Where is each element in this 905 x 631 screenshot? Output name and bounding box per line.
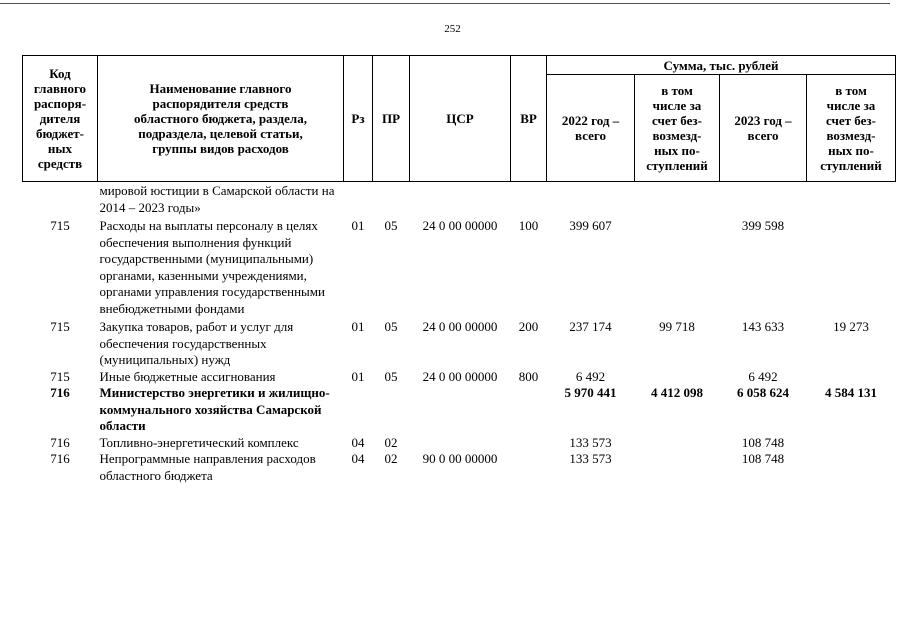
header-line: всего <box>575 128 606 143</box>
page-number: 252 <box>444 23 461 35</box>
cell-pr: 02 <box>384 434 398 450</box>
header-line: Код <box>49 66 71 81</box>
cell-pr <box>373 385 410 435</box>
header-line: ступлений <box>646 158 708 173</box>
header-line: возмезд- <box>826 128 876 143</box>
cell-2023-incl <box>807 435 896 452</box>
cell-csr <box>410 435 511 452</box>
header-sum: Сумма, тыс. рублей <box>547 56 896 75</box>
header-vr: ВР <box>511 56 547 182</box>
cell-code: 716 <box>50 434 70 450</box>
cell-2023-incl: 4 584 131 <box>825 385 877 400</box>
header-2022-incl-lines <box>637 83 717 173</box>
header-line: в том <box>661 83 693 98</box>
header-pr: ПР <box>373 56 410 182</box>
header-line: числе за <box>826 98 876 113</box>
header-2023-incl-lines <box>809 83 893 173</box>
header-line: всего <box>747 128 779 143</box>
cell-rz: 01 <box>351 319 365 334</box>
cell-code: 715 <box>50 218 70 233</box>
cell-2023-total: 6 492 <box>748 368 778 384</box>
table-row <box>23 385 896 435</box>
header-line: распоря- <box>33 96 87 111</box>
header-line: ступлений <box>820 158 882 173</box>
header-line: числе за <box>652 98 702 113</box>
header-line: бюджет- <box>35 126 84 141</box>
cell-name: Иные бюджетные ассигнования <box>99 368 276 384</box>
header-line: средств <box>37 156 83 171</box>
cell-csr: 24 0 00 00000 <box>422 218 498 233</box>
cell-2023-total: 108 748 <box>741 451 785 466</box>
header-line: областного бюджета, раздела, <box>134 111 307 126</box>
header-line: подраздела, целевой статьи, <box>138 126 303 141</box>
cell-2022-total: 399 607 <box>569 218 612 233</box>
cell-rz: 04 <box>351 434 365 450</box>
header-2022-total <box>547 75 635 182</box>
header-line: Наименование главного <box>149 81 292 96</box>
cell-vr: 200 <box>518 319 539 334</box>
cell-pr <box>373 182 410 217</box>
cell-csr: 24 0 00 00000 <box>422 319 498 334</box>
cell-vr <box>511 451 547 484</box>
cell-rz: 04 <box>351 451 365 466</box>
cell-code <box>23 182 98 217</box>
cell-2023-total: 6 058 624 <box>737 385 789 400</box>
cell-csr: 90 0 00 00000 <box>422 451 498 466</box>
cell-pr: 02 <box>384 451 398 466</box>
header-line: в том <box>835 83 867 98</box>
table-row <box>23 216 896 317</box>
table-header <box>23 56 896 182</box>
cell-2022-incl: 99 718 <box>659 319 695 334</box>
cell-2022-incl <box>635 451 720 484</box>
header-line: ных по- <box>654 143 700 158</box>
header-line: возмезд- <box>652 128 702 143</box>
cell-vr <box>511 182 547 217</box>
cell-rz <box>344 385 373 435</box>
header-name <box>98 56 344 182</box>
cell-2023-total <box>720 182 807 217</box>
cell-2023-incl <box>807 182 896 217</box>
header-line: ных по- <box>828 143 874 158</box>
header-line: счет без- <box>652 113 702 128</box>
header-line: дителя <box>39 111 81 126</box>
cell-2022-total <box>547 182 635 217</box>
cell-2022-total: 133 573 <box>569 451 612 466</box>
cell-name: Непрограммные направления расходов областного бюджета <box>99 451 316 483</box>
cell-2022-total: 5 970 441 <box>564 385 617 400</box>
header-2023-incl <box>807 75 896 182</box>
cell-2022-incl <box>635 216 720 317</box>
header-rz: Рз <box>344 56 373 182</box>
cell-vr <box>511 385 547 435</box>
cell-pr: 05 <box>384 218 398 233</box>
header-csr: ЦСР <box>410 56 511 182</box>
cell-pr: 05 <box>384 368 398 384</box>
cell-2023-incl <box>807 369 896 386</box>
header-code-lines <box>25 66 95 171</box>
top-rule <box>0 3 890 4</box>
cell-2022-incl <box>635 182 720 217</box>
cell-2022-incl: 4 412 098 <box>651 385 703 400</box>
table-row <box>23 451 896 484</box>
header-line: главного <box>33 81 87 96</box>
cell-name: Министерство энергетики и жилищно-коммунального хозяйства Самарской области <box>99 385 330 433</box>
cell-pr: 05 <box>384 319 398 334</box>
cell-2022-total: 6 492 <box>575 368 606 384</box>
cell-csr <box>410 182 511 217</box>
cell-rz <box>344 182 373 217</box>
cell-rz: 01 <box>351 368 365 384</box>
cell-2023-total: 399 598 <box>741 218 785 233</box>
cell-2023-total: 143 633 <box>741 319 785 334</box>
header-line: 2022 год – <box>561 113 620 128</box>
table-body <box>23 182 896 485</box>
cell-2022-total: 133 573 <box>569 434 612 450</box>
cell-2022-incl <box>635 435 720 452</box>
header-line: группы видов расходов <box>152 141 289 156</box>
cell-2023-incl <box>807 451 896 484</box>
header-2022-lines <box>549 113 632 143</box>
cell-vr: 100 <box>518 218 539 233</box>
cell-code: 716 <box>50 451 70 466</box>
header-2022-incl <box>635 75 720 182</box>
cell-2022-incl <box>635 369 720 386</box>
cell-vr: 800 <box>518 368 539 384</box>
header-line: ных <box>47 141 73 156</box>
header-line: счет без- <box>826 113 876 128</box>
cell-2023-incl <box>807 216 896 317</box>
table-row <box>23 317 896 369</box>
header-name-lines <box>100 81 341 156</box>
header-2023-lines <box>722 113 804 143</box>
cell-code: 715 <box>50 319 70 334</box>
cell-name: Топливно-энергетический комплекс <box>99 434 299 450</box>
cell-csr: 24 0 00 00000 <box>422 368 498 384</box>
cell-name: мировой юстиции в Самарской области на 2014 – 2023 годы» <box>99 183 335 215</box>
header-code <box>23 56 98 182</box>
cell-rz: 01 <box>351 218 365 233</box>
table-row <box>23 369 896 386</box>
cell-code: 715 <box>50 368 70 384</box>
cell-csr <box>410 385 511 435</box>
budget-table <box>22 55 896 484</box>
table-row <box>23 182 896 217</box>
cell-2023-incl: 19 273 <box>833 319 869 334</box>
cell-2022-total: 237 174 <box>569 319 612 334</box>
table-row <box>23 435 896 452</box>
cell-code: 716 <box>50 385 70 400</box>
cell-vr <box>511 435 547 452</box>
cell-2023-total: 108 748 <box>741 434 785 450</box>
cell-name: Расходы на выплаты персоналу в целях обеспечения выполнения функций государственными (муниципальными) органами, казенными учреждениями, органами управления государственными внебюджетными фондами <box>99 218 325 316</box>
header-2023-total <box>720 75 807 182</box>
header-line: 2023 год – <box>734 113 792 128</box>
header-line: распорядителя средств <box>152 96 289 111</box>
cell-name: Закупка товаров, работ и услуг для обеспечения государственных (муниципальных) нужд <box>99 319 294 367</box>
